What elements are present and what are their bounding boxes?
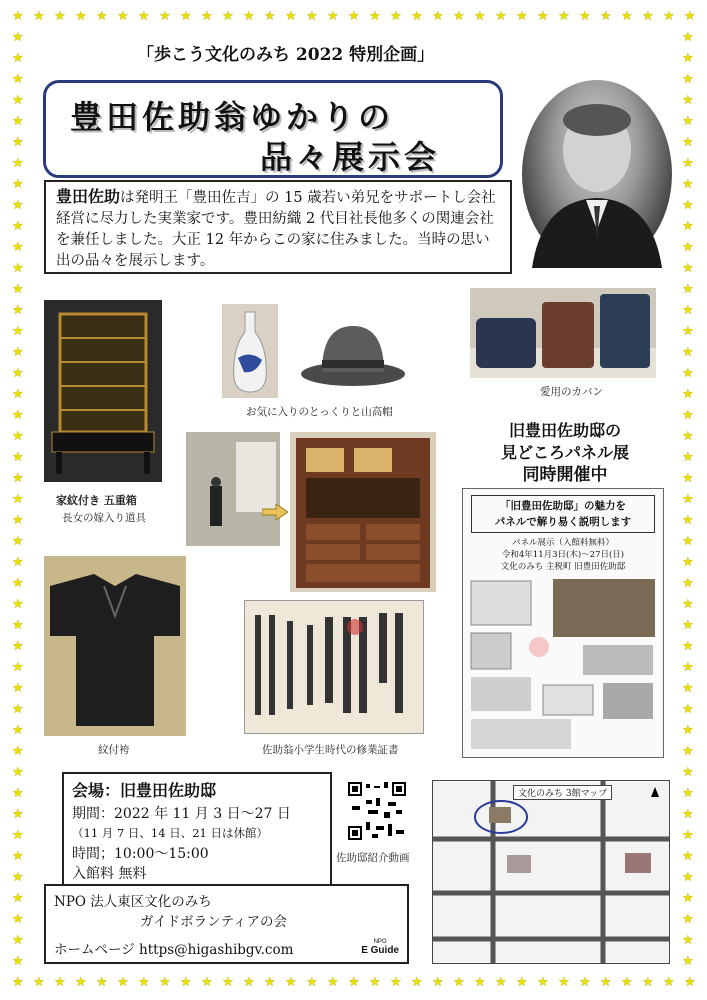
star-icon: ★ [642,975,654,990]
star-icon: ★ [682,450,694,465]
star-icon: ★ [12,765,24,780]
star-icon: ★ [12,618,24,633]
star-icon: ★ [12,282,24,297]
star-icon: ★ [327,9,339,24]
intro-name: 豊田佐助 [56,187,121,206]
star-icon: ★ [682,366,694,381]
bags-photo [470,288,656,378]
star-icon: ★ [682,429,694,444]
star-icon: ★ [682,555,694,570]
star-icon: ★ [682,240,694,255]
star-icon: ★ [682,891,694,906]
star-icon: ★ [138,975,150,990]
star-icon: ★ [369,975,381,990]
star-icon: ★ [390,975,402,990]
star-icon: ★ [12,9,24,24]
star-icon: ★ [12,261,24,276]
star-icon: ★ [12,786,24,801]
panel-heading [470,420,660,486]
star-icon: ★ [12,975,24,990]
flyer-collage [463,573,663,759]
caption-bag: 愛用のカバン [540,386,603,398]
star-icon: ★ [682,345,694,360]
star-icon: ★ [12,366,24,381]
star-icon: ★ [682,324,694,339]
star-icon: ★ [180,975,192,990]
star-icon: ★ [682,156,694,171]
caption-hakama: 紋付袴 [98,744,130,756]
star-icon: ★ [12,219,24,234]
venue-info [62,772,332,886]
star-icon: ★ [682,618,694,633]
star-icon: ★ [495,975,507,990]
star-icon: ★ [12,303,24,318]
star-icon: ★ [682,219,694,234]
star-icon: ★ [159,9,171,24]
star-icon: ★ [96,975,108,990]
caption-tokkuri: お気に入りのとっくりと山高帽 [246,406,393,418]
qr-code[interactable] [348,782,406,840]
star-icon: ★ [682,786,694,801]
arrow-icon [262,504,288,520]
star-icon: ★ [12,828,24,843]
star-icon: ★ [516,975,528,990]
star-icon: ★ [682,681,694,696]
star-icon: ★ [682,261,694,276]
certificate-photo [244,600,424,734]
star-icon: ★ [682,198,694,213]
star-icon: ★ [682,282,694,297]
star-icon: ★ [12,933,24,948]
org-homepage: ホームページ https@higashibgv.com [54,942,294,958]
star-icon: ★ [682,30,694,45]
star-icon: ★ [453,9,465,24]
star-icon: ★ [682,702,694,717]
star-icon: ★ [12,30,24,45]
star-icon: ★ [600,9,612,24]
star-icon: ★ [682,870,694,885]
star-icon: ★ [201,9,213,24]
star-icon: ★ [12,870,24,885]
flyer-line-4: 令和4年11月3日(木)～27日(日) [501,550,625,560]
star-icon: ★ [682,534,694,549]
star-icon: ★ [682,471,694,486]
star-icon: ★ [12,534,24,549]
caption-box-sub: 長女の嫁入り道具 [62,512,146,524]
star-icon: ★ [621,9,633,24]
star-icon: ★ [12,954,24,969]
star-icon: ★ [327,975,339,990]
star-icon: ★ [621,975,633,990]
star-icon: ★ [682,597,694,612]
star-icon: ★ [12,513,24,528]
portrait-photo [522,80,672,268]
star-icon: ★ [682,492,694,507]
hakama-photo [44,556,186,736]
star-icon: ★ [348,9,360,24]
star-icon: ★ [411,9,423,24]
venue-place: 会場：旧豊田佐助邸 [72,781,217,800]
star-icon: ★ [12,324,24,339]
star-icon: ★ [682,828,694,843]
star-icon: ★ [12,345,24,360]
star-icon: ★ [243,975,255,990]
star-icon: ★ [12,849,24,864]
caption-certificate: 佐助翁小学生時代の修業証書 [262,744,399,756]
star-icon: ★ [558,9,570,24]
star-icon: ★ [682,954,694,969]
panel-heading-line-1: 旧豊田佐助邸の [508,421,621,440]
star-icon: ★ [12,723,24,738]
star-icon: ★ [453,975,465,990]
star-icon: ★ [12,240,24,255]
caption-box: 家紋付き 五重箱 [56,494,137,507]
star-icon: ★ [12,72,24,87]
star-icon: ★ [264,975,276,990]
map-drawing [433,781,669,963]
eguide-logo [361,939,399,956]
venue-period: 期間：2022 年 11 月 3 日～27 日 [72,806,291,822]
star-icon: ★ [12,891,24,906]
star-icon: ★ [12,51,24,66]
star-icon: ★ [682,408,694,423]
map-title: 文化のみち 3館マップ [513,785,612,800]
panel-heading-line-3: 同時開催中 [522,465,608,485]
star-icon: ★ [12,156,24,171]
star-icon: ★ [682,660,694,675]
star-icon: ★ [264,9,276,24]
star-icon: ★ [12,597,24,612]
star-icon: ★ [682,744,694,759]
star-icon: ★ [12,450,24,465]
star-icon: ★ [306,975,318,990]
star-icon: ★ [348,975,360,990]
star-icon: ★ [682,513,694,528]
panel-flyer [462,488,664,758]
star-icon: ★ [411,975,423,990]
lacquer-box-photo [44,300,162,482]
star-icon: ★ [682,723,694,738]
star-icon: ★ [75,9,87,24]
flyer-line-5: 文化のみち 主税町 旧豊田佐助邸 [500,562,626,572]
star-icon: ★ [682,639,694,654]
star-icon: ★ [12,177,24,192]
star-icon: ★ [12,93,24,108]
star-icon: ★ [682,303,694,318]
star-icon: ★ [537,9,549,24]
intro-text [44,180,512,274]
star-icon: ★ [495,9,507,24]
star-icon: ★ [33,9,45,24]
star-icon: ★ [663,9,675,24]
star-icon: ★ [12,702,24,717]
star-icon: ★ [159,975,171,990]
star-icon: ★ [117,9,129,24]
flyer-line-2: パネルで解り易く説明します [494,516,632,528]
star-icon: ★ [684,9,696,24]
star-icon: ★ [682,765,694,780]
title-line-1: 豊田佐助翁ゆかりの [70,98,395,136]
star-icon: ★ [285,975,297,990]
star-icon: ★ [474,9,486,24]
star-icon: ★ [12,639,24,654]
star-icon: ★ [12,408,24,423]
org-name-1: NPO 法人東区文化のみち [54,894,212,910]
venue-time: 時間；10:00～15:00 [72,846,209,862]
star-icon: ★ [285,9,297,24]
star-icon: ★ [12,744,24,759]
star-icon: ★ [432,9,444,24]
area-map [432,780,670,964]
star-icon: ★ [579,975,591,990]
star-icon: ★ [682,912,694,927]
star-icon: ★ [642,9,654,24]
star-icon: ★ [682,72,694,87]
star-icon: ★ [12,660,24,675]
star-icon: ★ [663,975,675,990]
star-icon: ★ [682,177,694,192]
star-icon: ★ [390,9,402,24]
star-icon: ★ [12,198,24,213]
star-icon: ★ [684,975,696,990]
logo-npo: NPO [373,939,387,945]
star-icon: ★ [180,9,192,24]
star-icon: ★ [75,975,87,990]
title-line-2: 品々展示会 [260,138,441,176]
org-name-2: ガイドボランティアの会 [140,914,288,930]
star-icon: ★ [201,975,213,990]
star-icon: ★ [474,975,486,990]
star-icon: ★ [682,135,694,150]
star-icon: ★ [682,849,694,864]
event-heading: 「歩こう文化のみち 2022 特別企画」 [137,45,435,65]
star-icon: ★ [243,9,255,24]
star-icon: ★ [222,975,234,990]
caption-video: 佐助邸紹介動画 [336,852,410,864]
star-icon: ★ [516,9,528,24]
star-icon: ★ [306,9,318,24]
star-icon: ★ [12,492,24,507]
star-icon: ★ [682,387,694,402]
star-icon: ★ [12,471,24,486]
star-icon: ★ [682,114,694,129]
star-icon: ★ [222,9,234,24]
star-icon: ★ [12,912,24,927]
star-icon: ★ [682,933,694,948]
star-icon: ★ [12,387,24,402]
star-icon: ★ [12,807,24,822]
star-icon: ★ [682,576,694,591]
star-icon: ★ [54,9,66,24]
star-icon: ★ [537,975,549,990]
star-icon: ★ [682,93,694,108]
logo-text: E Guide [361,945,399,956]
venue-closed: （11 月 7 日、14 日、21 日は休館） [72,826,268,840]
star-icon: ★ [117,975,129,990]
tokkuri-photo [222,304,278,398]
star-icon: ★ [12,681,24,696]
star-icon: ★ [33,975,45,990]
star-icon: ★ [138,9,150,24]
star-icon: ★ [682,51,694,66]
flyer-line-1: 「旧豊田佐助邸」の魅力を [500,500,626,512]
organization-box [44,884,409,964]
star-icon: ★ [369,9,381,24]
star-icon: ★ [54,975,66,990]
panel-heading-line-2: 見どころパネル展 [500,443,629,462]
room-photo [186,432,280,546]
star-icon: ★ [12,135,24,150]
star-icon: ★ [12,114,24,129]
star-icon: ★ [600,975,612,990]
star-icon: ★ [12,429,24,444]
star-icon: ★ [558,975,570,990]
star-icon: ★ [96,9,108,24]
star-icon: ★ [682,807,694,822]
cabinet-photo [290,432,436,592]
flyer-line-3: パネル展示（入館料無料） [511,538,614,548]
star-icon: ★ [12,555,24,570]
intro-body: は発明王「豊田佐吉」の 15 歳若い弟兄をサポートし会社経営に尽力した実業家です。豊田紡織 2 代目社長他多くの関連会社を兼任しました。大正 12 年からこの家に住みました。当時の思い出の品々を展示します。 [56,190,496,269]
hat-photo [300,318,406,390]
star-icon: ★ [432,975,444,990]
star-icon: ★ [12,576,24,591]
venue-fee: 入館料 無料 [72,866,147,882]
star-icon: ★ [579,9,591,24]
